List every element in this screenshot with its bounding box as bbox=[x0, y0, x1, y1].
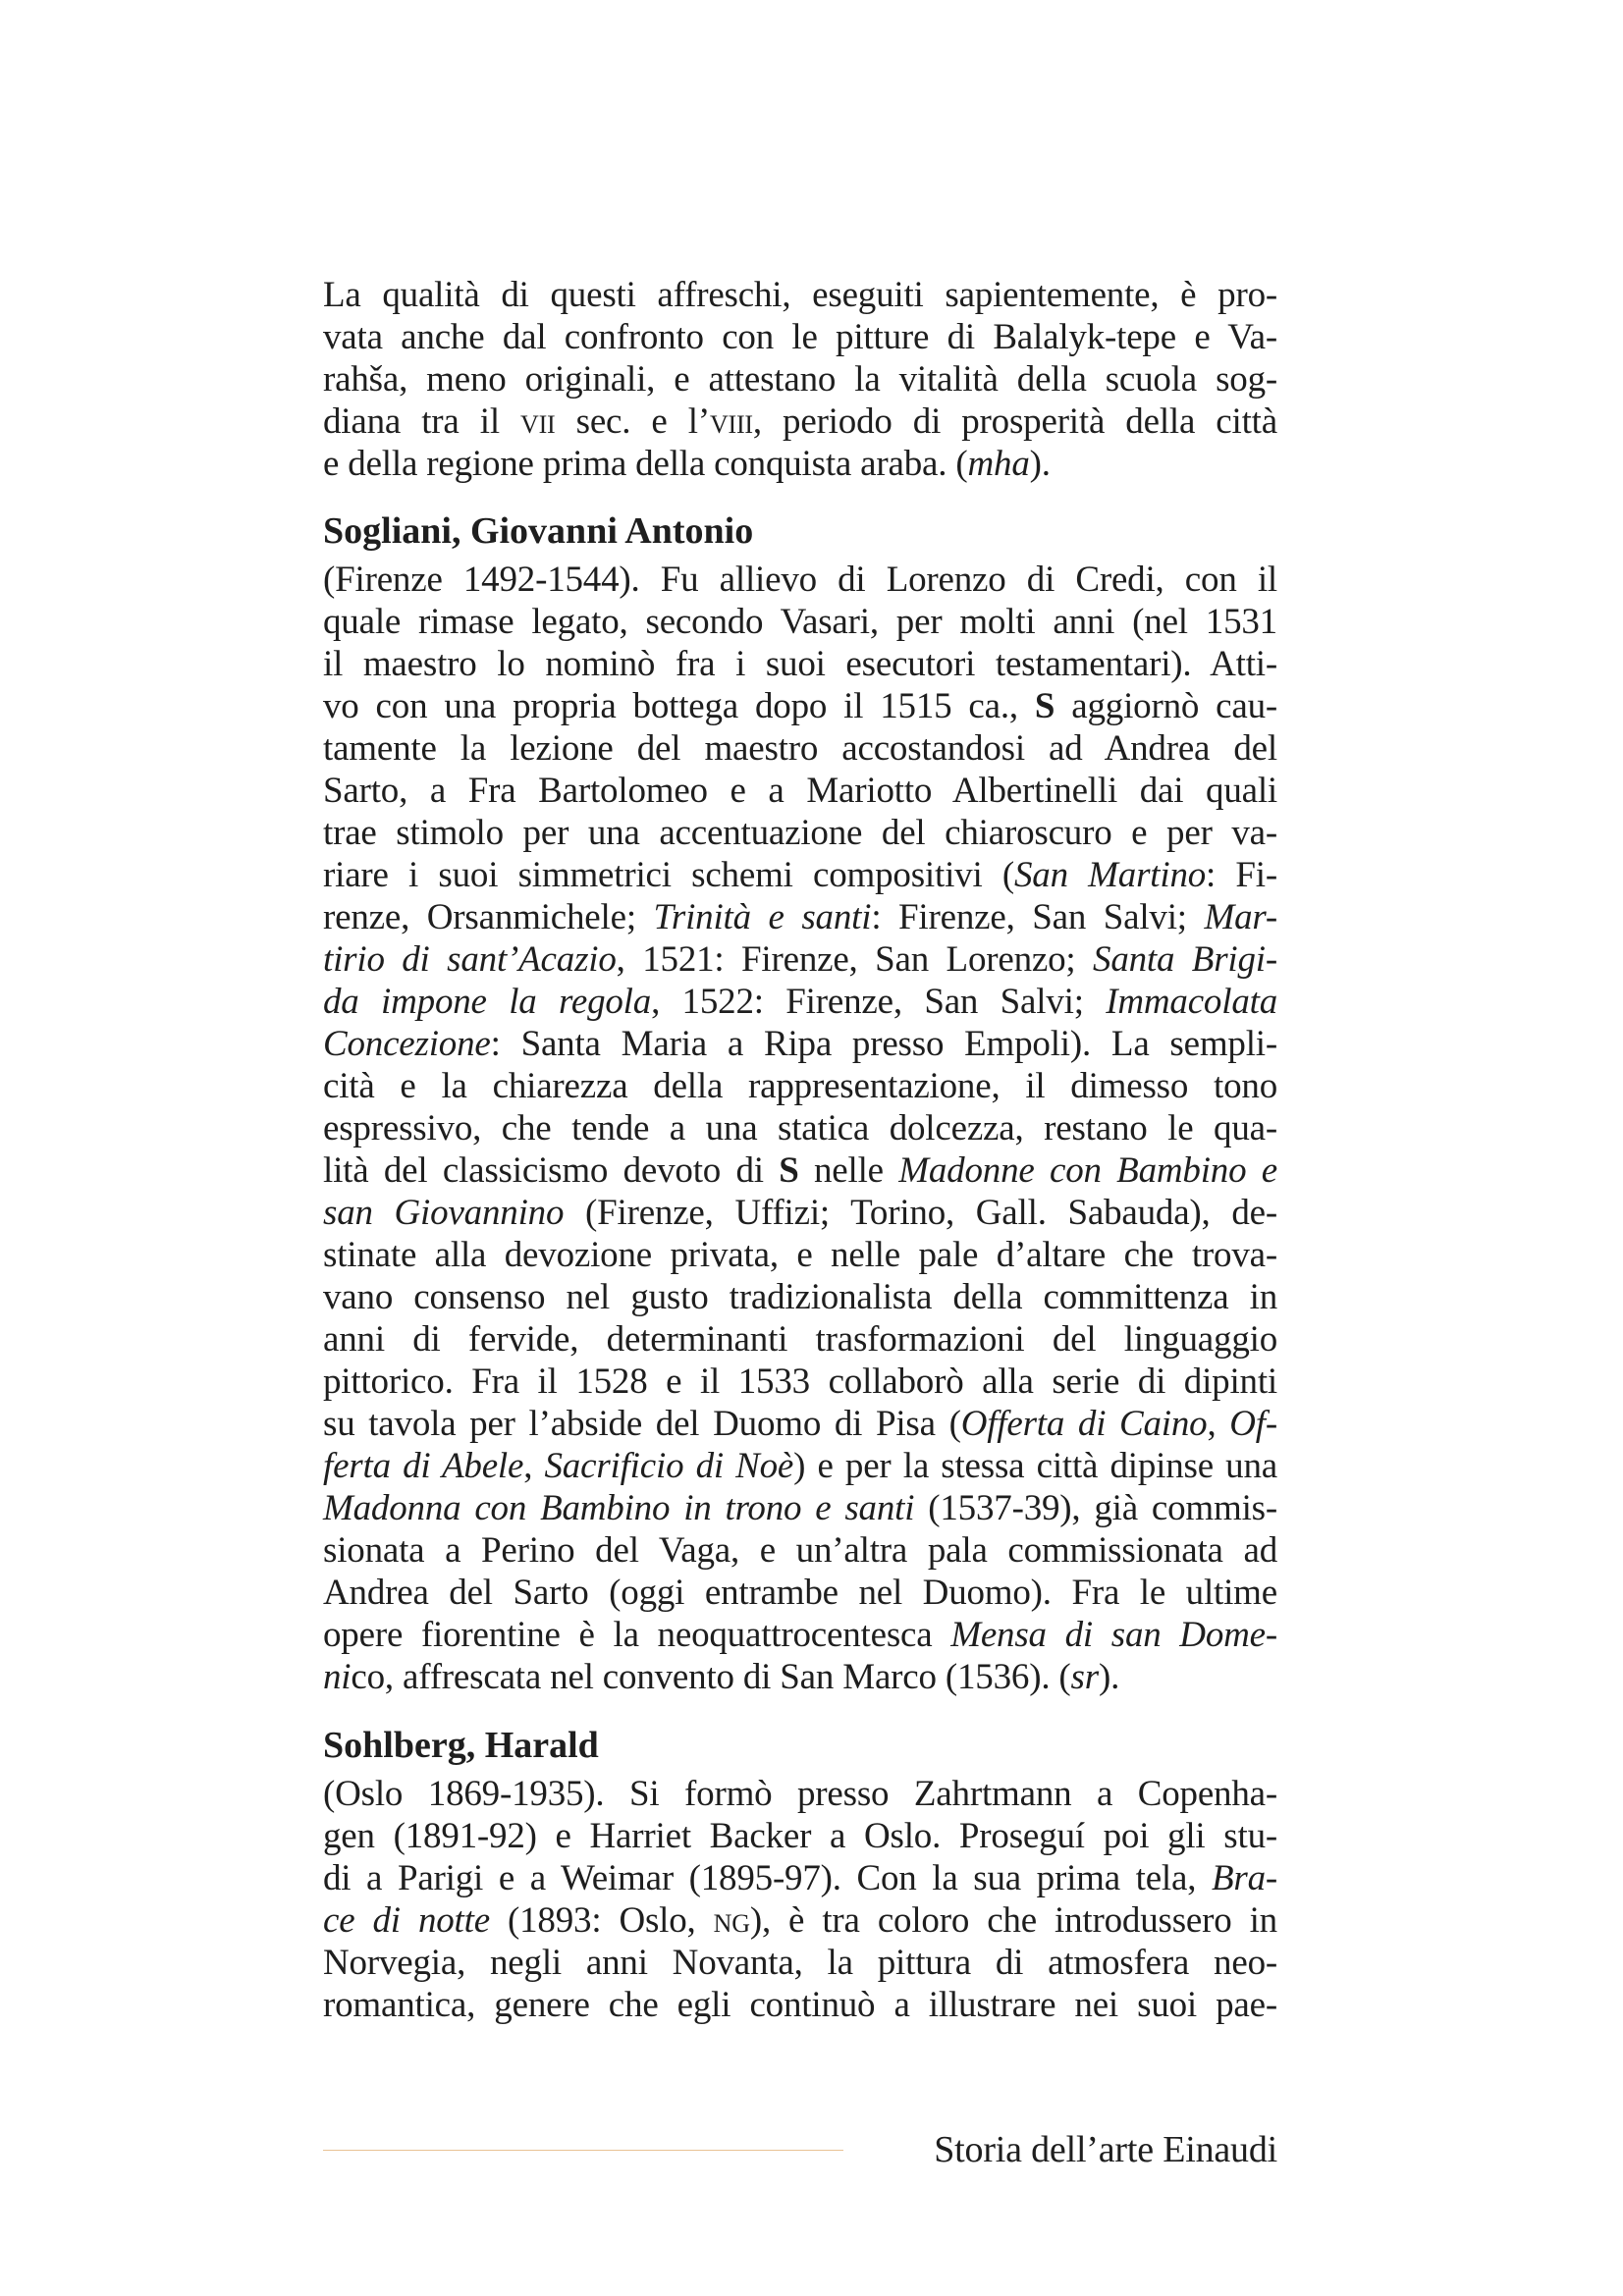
entry-1-line-4: vo con una propria bottega dopo il 1515 ca., S aggiornò cau- bbox=[323, 686, 1277, 726]
entry-1-line-27: nico, affrescata nel convento di San Marco (1536). (sr). bbox=[323, 1657, 1120, 1697]
entry-1-line-13: cità e la chiarezza della rappresentazione, il dimesso tono bbox=[323, 1066, 1277, 1106]
intro-paragraph bbox=[323, 274, 1277, 485]
entry-1-line-12: Concezione: Santa Maria a Ripa presso Empoli). La sempli- bbox=[323, 1024, 1277, 1064]
entry-1-line-10: tirio di sant’Acazio, 1521: Firenze, San Lorenzo; Santa Brigi- bbox=[323, 939, 1277, 980]
entry-2-line-1: (Oslo 1869-1935). Si formò presso Zahrtmann a Copenha- bbox=[323, 1774, 1277, 1814]
entry-2-line-5: Norvegia, negli anni Novanta, la pittura di atmosfera neo- bbox=[323, 1943, 1277, 1983]
entry-1-line-2: quale rimase legato, secondo Vasari, per molti anni (nel 1531 bbox=[323, 602, 1277, 642]
page-footer bbox=[323, 2125, 1277, 2174]
entry-body bbox=[323, 559, 1277, 1698]
entry-2-line-2: gen (1891-92) e Harriet Backer a Oslo. Proseguí poi gli stu- bbox=[323, 1816, 1277, 1856]
entry bbox=[323, 1723, 1277, 2026]
entry-1-line-24: sionata a Perino del Vaga, e un’altra pala commissionata ad bbox=[323, 1530, 1277, 1571]
entry-2-line-6: romantica, genere che egli continuò a illustrare nei suoi pae- bbox=[323, 1985, 1277, 2025]
entry-1-line-14: espressivo, che tende a una statica dolcezza, restano le qua- bbox=[323, 1108, 1277, 1148]
entry-1-line-5: tamente la lezione del maestro accostandosi ad Andrea del bbox=[323, 728, 1277, 769]
entry-1-line-19: anni di fervide, determinanti trasformazioni del linguaggio bbox=[323, 1319, 1277, 1360]
entry-1-line-7: trae stimolo per una accentuazione del chiaroscuro e per va- bbox=[323, 813, 1277, 853]
entry-1-line-23: Madonna con Bambino in trono e santi (1537-39), già commis- bbox=[323, 1488, 1277, 1528]
entry-1-line-6: Sarto, a Fra Bartolomeo e a Mariotto Albertinelli dai quali bbox=[323, 771, 1277, 811]
dictionary-entries bbox=[323, 508, 1277, 2026]
text-column bbox=[323, 274, 1277, 2026]
entry bbox=[323, 508, 1277, 1698]
footer-title: Storia dell’arte Einaudi bbox=[934, 2129, 1277, 2170]
entry-1-line-26: opere fiorentine è la neoquattrocentesca Mensa di san Dome- bbox=[323, 1615, 1277, 1655]
entry-1-line-16: san Giovannino (Firenze, Uffizi; Torino, Gall. Sabauda), de- bbox=[323, 1193, 1277, 1233]
entry-1-line-9: renze, Orsanmichele; Trinità e santi: Firenze, San Salvi; Mar- bbox=[323, 897, 1278, 937]
entry-2-line-4: ce di notte (1893: Oslo, ng), è tra coloro che introdussero in bbox=[323, 1900, 1277, 1941]
entry-title: Sohlberg, Harald bbox=[323, 1725, 599, 1766]
entry-1-line-15: lità del classicismo devoto di S nelle Madonne con Bambino e bbox=[323, 1150, 1277, 1191]
intro-line-2: vata anche dal confronto con le pitture di Balalyk-tepe e Va- bbox=[323, 317, 1277, 357]
entry-1-line-17: stinate alla devozione privata, e nelle pale d’altare che trova- bbox=[323, 1235, 1277, 1275]
entry-1-line-8: riare i suoi simmetrici schemi compositivi (San Martino: Fi- bbox=[323, 855, 1277, 895]
intro-line-3: rahša, meno originali, e attestano la vitalità della scuola sog- bbox=[323, 359, 1277, 400]
entry-1-line-3: il maestro lo nominò fra i suoi esecutori testamentari). Atti- bbox=[323, 644, 1277, 684]
entry-body bbox=[323, 1773, 1277, 2026]
entry-1-line-21: su tavola per l’abside del Duomo di Pisa (Offerta di Caino, Of- bbox=[323, 1404, 1277, 1444]
entry-1-line-20: pittorico. Fra il 1528 e il 1533 collaborò alla serie di dipinti bbox=[323, 1362, 1277, 1402]
entry-2-line-3: di a Parigi e a Weimar (1895-97). Con la sua prima tela, Bra- bbox=[323, 1858, 1277, 1898]
entry-title: Sogliani, Giovanni Antonio bbox=[323, 510, 754, 552]
entry-1-line-11: da impone la regola, 1522: Firenze, San Salvi; Immacolata bbox=[323, 982, 1277, 1022]
intro-line-4: diana tra il vii sec. e l’viii, periodo di prosperità della città bbox=[323, 401, 1277, 442]
intro-line-1: La qualità di questi affreschi, eseguiti sapientemente, è pro- bbox=[323, 275, 1277, 315]
entry-1-line-1: (Firenze 1492-1544). Fu allievo di Lorenzo di Credi, con il bbox=[323, 560, 1277, 600]
entry-1-line-25: Andrea del Sarto (oggi entrambe nel Duomo). Fra le ultime bbox=[323, 1573, 1277, 1613]
entry-1-line-22: ferta di Abele, Sacrificio di Noè) e per la stessa città dipinse una bbox=[323, 1446, 1277, 1486]
intro-line-5: e della regione prima della conquista araba. (mha). bbox=[323, 444, 1051, 484]
footer-rule bbox=[323, 2150, 843, 2151]
entry-1-line-18: vano consenso nel gusto tradizionalista della committenza in bbox=[323, 1277, 1277, 1317]
